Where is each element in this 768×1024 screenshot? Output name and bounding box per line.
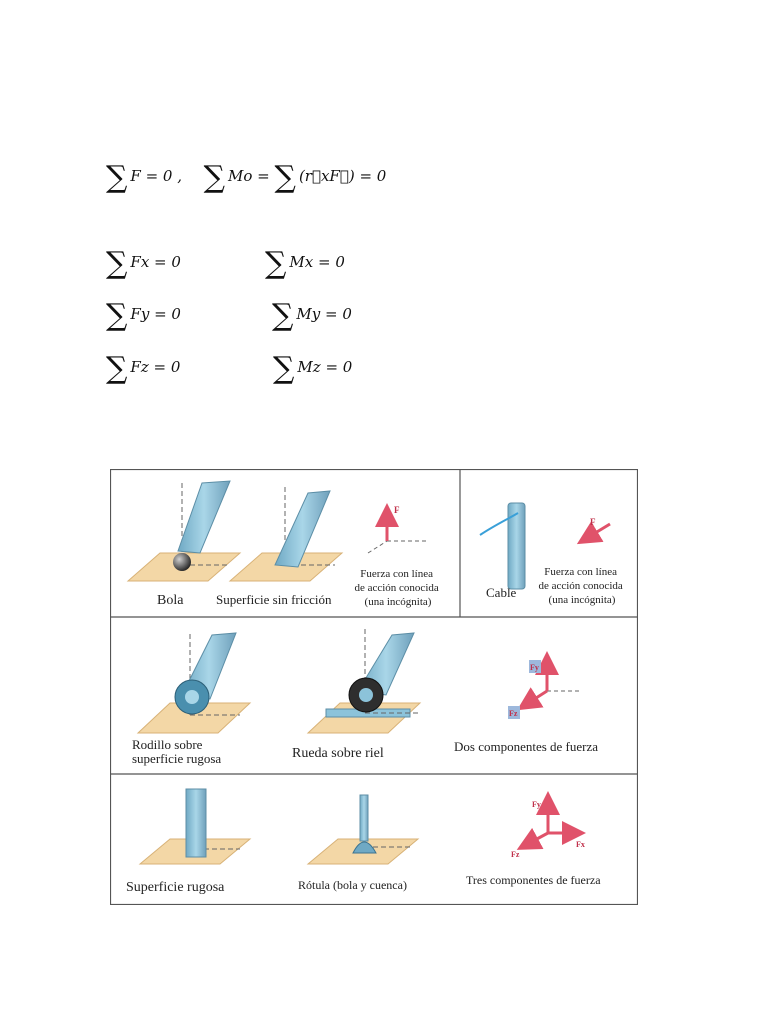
equation-fx bbox=[106, 246, 181, 281]
caption-rotula: Rótula (bola y cuenca) bbox=[298, 878, 407, 892]
label-fz: Fz bbox=[509, 709, 518, 718]
sigma-symbol: ∑ bbox=[106, 246, 128, 281]
eq-mx-text: Mx = 0 bbox=[289, 253, 345, 271]
eq-moment-text-a: Mo = bbox=[228, 167, 270, 185]
caption-tres-componentes: Tres componentes de fuerza bbox=[466, 873, 601, 887]
equation-mx bbox=[265, 246, 345, 281]
sigma-symbol: ∑ bbox=[203, 160, 225, 195]
caption-cable: Cable bbox=[486, 585, 517, 600]
eq-fx-text: Fx = 0 bbox=[130, 253, 181, 271]
sigma-symbol: ∑ bbox=[272, 298, 294, 333]
caption-fuerza-linea: Fuerza con línea de acción conocida (una incógnita) bbox=[354, 568, 439, 608]
sigma-symbol: ∑ bbox=[106, 160, 128, 195]
sigma-symbol: ∑ bbox=[273, 351, 295, 386]
label-force-f: F bbox=[394, 505, 400, 515]
caption-superficie-rugosa: Superficie rugosa bbox=[126, 880, 225, 895]
support-reactions-figure bbox=[110, 469, 638, 905]
equation-mz bbox=[273, 351, 352, 386]
equation-fy bbox=[106, 298, 181, 333]
caption-rueda-riel: Rueda sobre riel bbox=[292, 746, 384, 761]
equation-sum-force-moment bbox=[106, 160, 386, 195]
label-fz: Fz bbox=[511, 850, 520, 859]
sigma-symbol: ∑ bbox=[274, 160, 296, 195]
label-fy: Fy bbox=[530, 663, 539, 672]
caption-bola: Bola bbox=[157, 593, 184, 608]
caption-dos-componentes: Dos componentes de fuerza bbox=[454, 739, 599, 754]
label-force-f-cable: F bbox=[590, 517, 596, 527]
sigma-symbol: ∑ bbox=[106, 298, 128, 333]
eq-my-text: My = 0 bbox=[296, 305, 352, 323]
eq-force-text: F = 0 , bbox=[130, 167, 183, 185]
caption-fuerza-linea-cable: Fuerza con línea de acción conocida (una incógnita) bbox=[538, 566, 623, 606]
sigma-symbol: ∑ bbox=[265, 246, 287, 281]
eq-fz-text: Fz = 0 bbox=[130, 358, 181, 376]
label-fy: Fy bbox=[532, 800, 541, 809]
equation-my bbox=[272, 298, 352, 333]
label-fx: Fx bbox=[576, 840, 585, 849]
eq-fy-text: Fy = 0 bbox=[130, 305, 181, 323]
eq-mz-text: Mz = 0 bbox=[297, 358, 353, 376]
caption-rodillo: Rodillo sobre superficie rugosa bbox=[132, 737, 222, 766]
equation-fz bbox=[106, 351, 180, 386]
sigma-symbol: ∑ bbox=[106, 351, 128, 386]
eq-moment-text-b: (r⃗xF⃗) = 0 bbox=[298, 167, 387, 185]
caption-sin-friccion: Superficie sin fricción bbox=[216, 592, 332, 607]
